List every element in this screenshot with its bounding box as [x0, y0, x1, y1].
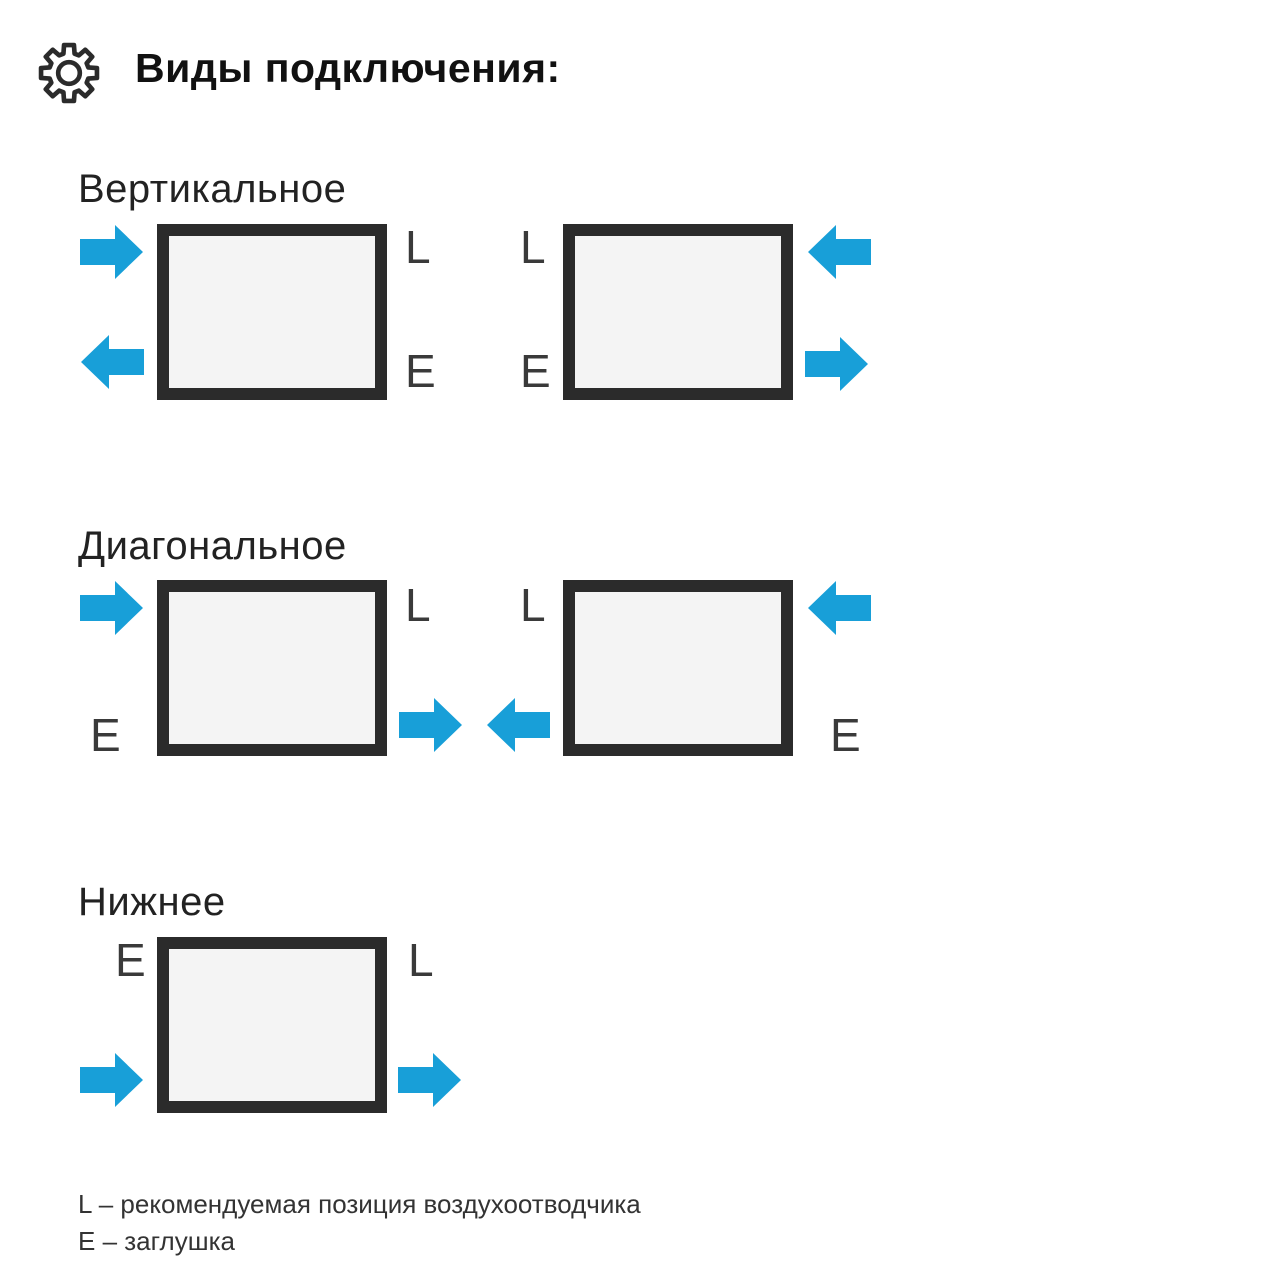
port-label-l: L — [408, 934, 434, 986]
gear-icon — [36, 40, 102, 106]
port-label-e: E — [520, 345, 551, 397]
port-label-e: E — [405, 345, 436, 397]
outlet-arrow-icon — [398, 1052, 462, 1108]
diagram-bottom — [80, 934, 465, 1113]
port-label-e: E — [90, 709, 121, 761]
diagram-diagonal-right — [486, 579, 896, 761]
outlet-arrow-icon — [80, 334, 144, 390]
section-title-vertical: Вертикальное — [78, 167, 347, 211]
page-title: Виды подключения: — [135, 45, 561, 91]
section-title-bottom: Нижнее — [78, 880, 226, 924]
legend-line-l: L – рекомендуемая позиция воздухоотводчика — [78, 1189, 641, 1219]
inlet-arrow-icon — [80, 224, 144, 280]
radiator-box — [563, 224, 793, 400]
outlet-arrow-icon — [486, 697, 550, 753]
inlet-arrow-icon — [807, 580, 871, 636]
port-label-e: E — [115, 934, 146, 986]
diagram-vertical-right — [520, 221, 880, 400]
port-label-e: E — [830, 709, 861, 761]
outlet-arrow-icon — [399, 697, 463, 753]
diagram-vertical-left — [80, 221, 460, 400]
port-label-l: L — [520, 221, 546, 273]
port-label-l: L — [405, 221, 431, 273]
radiator-box — [563, 580, 793, 756]
inlet-arrow-icon — [80, 580, 144, 636]
legend — [78, 1186, 641, 1260]
port-label-l: L — [405, 579, 431, 631]
diagram-diagonal-left — [80, 579, 465, 761]
legend-line-e: E – заглушка — [78, 1226, 235, 1256]
inlet-arrow-icon — [80, 1052, 144, 1108]
outlet-arrow-icon — [805, 336, 869, 392]
inlet-arrow-icon — [807, 224, 871, 280]
radiator-box — [157, 580, 387, 756]
radiator-box — [157, 224, 387, 400]
port-label-l: L — [520, 579, 546, 631]
section-title-diagonal: Диагональное — [78, 524, 347, 568]
radiator-box — [157, 937, 387, 1113]
